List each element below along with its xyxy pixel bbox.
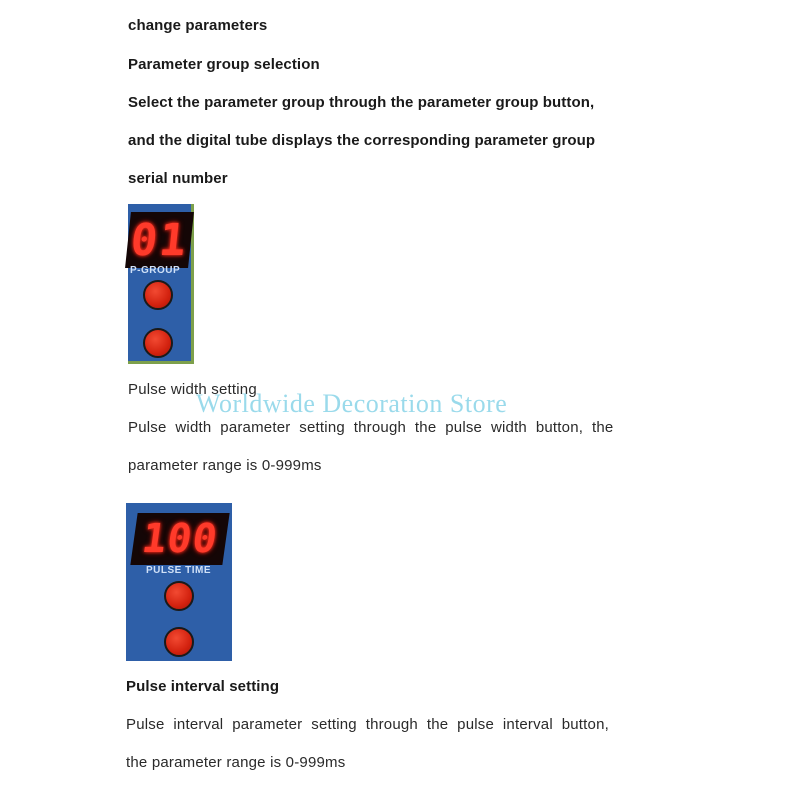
pulse-interval-desc-line2: the parameter range is 0-999ms	[126, 754, 346, 771]
pulse-time-panel-label: PULSE TIME	[146, 565, 212, 576]
group-selection-desc-line2: and the digital tube displays the corresponding parameter group	[128, 132, 596, 149]
pulse-time-panel-photo	[126, 503, 232, 661]
pulse-width-heading: Pulse width setting	[128, 381, 257, 398]
pulse-width-desc-line1: Pulse width parameter setting through the pulse width button, the	[128, 419, 614, 436]
parameter-group-panel-photo	[128, 204, 194, 364]
group-panel-label: P-GROUP	[130, 265, 181, 276]
pulse-interval-heading: Pulse interval setting	[126, 678, 280, 695]
group-down-button	[143, 328, 173, 358]
pulse-time-down-button	[164, 627, 194, 657]
group-selection-heading: Parameter group selection	[128, 56, 320, 73]
pulse-time-up-button	[164, 581, 194, 611]
pulse-interval-desc-line1: Pulse interval parameter setting through the pulse interval button,	[126, 716, 609, 733]
group-selection-desc-line1: Select the parameter group through the parameter group button,	[128, 94, 595, 111]
group-digital-display: 01	[125, 212, 194, 268]
section-title: change parameters	[128, 17, 268, 34]
store-watermark: Worldwide Decoration Store	[196, 389, 508, 418]
group-selection-desc-line3: serial number	[128, 170, 228, 187]
pulse-width-desc-line2: parameter range is 0-999ms	[128, 457, 322, 474]
pulse-time-digital-display: 100	[130, 513, 229, 565]
group-up-button	[143, 280, 173, 310]
